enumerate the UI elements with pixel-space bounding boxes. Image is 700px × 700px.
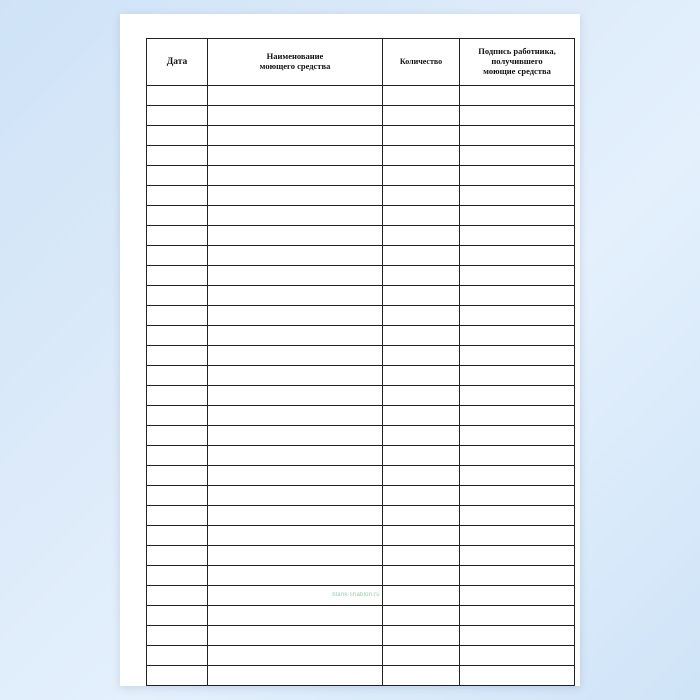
cell-quantity[interactable] xyxy=(383,346,460,366)
table-row xyxy=(147,286,575,306)
cell-quantity[interactable] xyxy=(383,426,460,446)
cell-name[interactable] xyxy=(208,586,383,606)
column-header-name-line1: Наименование xyxy=(266,51,324,62)
cell-name[interactable] xyxy=(208,446,383,466)
table-row xyxy=(147,406,575,426)
cell-signature[interactable] xyxy=(460,666,575,686)
cell-signature[interactable] xyxy=(460,486,575,506)
cell-quantity[interactable] xyxy=(383,626,460,646)
cell-signature[interactable] xyxy=(460,266,575,286)
table-row xyxy=(147,186,575,206)
column-header-signature xyxy=(460,39,575,86)
table-row xyxy=(147,266,575,286)
cell-date[interactable] xyxy=(147,506,208,526)
cell-signature[interactable] xyxy=(460,346,575,366)
cell-date[interactable] xyxy=(147,626,208,646)
cell-signature[interactable] xyxy=(460,646,575,666)
cell-signature[interactable] xyxy=(460,586,575,606)
table-row xyxy=(147,346,575,366)
cell-quantity[interactable] xyxy=(383,406,460,426)
table-row xyxy=(147,626,575,646)
cell-name[interactable] xyxy=(208,106,383,126)
table-row xyxy=(147,86,575,106)
cell-quantity[interactable] xyxy=(383,86,460,106)
cell-signature[interactable] xyxy=(460,166,575,186)
column-header-date xyxy=(147,39,208,86)
cell-quantity[interactable] xyxy=(383,446,460,466)
document-page xyxy=(120,14,580,686)
cell-quantity[interactable] xyxy=(383,266,460,286)
cell-name[interactable] xyxy=(208,466,383,486)
cell-date[interactable] xyxy=(147,226,208,246)
cell-signature[interactable] xyxy=(460,146,575,166)
column-header-quantity xyxy=(383,39,460,86)
column-header-signature-line1: Подпись работника, xyxy=(478,46,556,57)
table-row xyxy=(147,246,575,266)
cell-date[interactable] xyxy=(147,406,208,426)
cell-signature[interactable] xyxy=(460,546,575,566)
cell-date[interactable] xyxy=(147,86,208,106)
table-row xyxy=(147,226,575,246)
cell-quantity[interactable] xyxy=(383,386,460,406)
cell-signature[interactable] xyxy=(460,406,575,426)
cell-quantity[interactable] xyxy=(383,126,460,146)
cell-name[interactable] xyxy=(208,546,383,566)
cell-quantity[interactable] xyxy=(383,166,460,186)
cell-signature[interactable] xyxy=(460,446,575,466)
cell-name[interactable] xyxy=(208,426,383,446)
cell-quantity[interactable] xyxy=(383,326,460,346)
column-header-signature-line2: получившего xyxy=(491,56,543,67)
cell-quantity[interactable] xyxy=(383,526,460,546)
table-row xyxy=(147,326,575,346)
table-row xyxy=(147,386,575,406)
cell-date[interactable] xyxy=(147,546,208,566)
cell-name[interactable] xyxy=(208,326,383,346)
cell-signature[interactable] xyxy=(460,626,575,646)
table-row xyxy=(147,526,575,546)
table-row xyxy=(147,506,575,526)
column-header-name-line2: моющего средства xyxy=(259,61,331,71)
table-row xyxy=(147,646,575,666)
cell-signature[interactable] xyxy=(460,186,575,206)
table-row xyxy=(147,666,575,686)
table-row xyxy=(147,206,575,226)
cell-quantity[interactable] xyxy=(383,106,460,126)
cell-signature[interactable] xyxy=(460,366,575,386)
cell-name[interactable] xyxy=(208,286,383,306)
cell-quantity[interactable] xyxy=(383,306,460,326)
table-row xyxy=(147,146,575,166)
cell-name[interactable] xyxy=(208,306,383,326)
cell-name[interactable] xyxy=(208,506,383,526)
cell-name[interactable] xyxy=(208,186,383,206)
cell-signature[interactable] xyxy=(460,386,575,406)
cell-quantity[interactable] xyxy=(383,466,460,486)
cell-quantity[interactable] xyxy=(383,666,460,686)
cell-date[interactable] xyxy=(147,526,208,546)
cell-name[interactable] xyxy=(208,386,383,406)
cell-signature[interactable] xyxy=(460,106,575,126)
watermark-text: blank-shablon.ru xyxy=(332,592,380,598)
cell-date[interactable] xyxy=(147,166,208,186)
register-table xyxy=(146,38,575,686)
column-header-quantity-label: Количество xyxy=(399,57,443,67)
cell-date[interactable] xyxy=(147,566,208,586)
cell-name[interactable] xyxy=(208,486,383,506)
cell-name[interactable] xyxy=(208,626,383,646)
cell-date[interactable] xyxy=(147,586,208,606)
cell-signature[interactable] xyxy=(460,606,575,626)
cell-name[interactable] xyxy=(208,606,383,626)
cell-date[interactable] xyxy=(147,206,208,226)
cell-quantity[interactable] xyxy=(383,606,460,626)
table-row xyxy=(147,446,575,466)
cell-name[interactable] xyxy=(208,206,383,226)
cell-name[interactable] xyxy=(208,266,383,286)
cell-quantity[interactable] xyxy=(383,186,460,206)
cell-signature[interactable] xyxy=(460,526,575,546)
table-row xyxy=(147,426,575,446)
table-body xyxy=(147,86,575,686)
cell-signature[interactable] xyxy=(460,126,575,146)
table-row xyxy=(147,366,575,386)
table-row xyxy=(147,606,575,626)
cell-signature[interactable] xyxy=(460,566,575,586)
cell-quantity[interactable] xyxy=(383,366,460,386)
cell-signature[interactable] xyxy=(460,246,575,266)
cell-signature[interactable] xyxy=(460,306,575,326)
cell-date[interactable] xyxy=(147,606,208,626)
cell-quantity[interactable] xyxy=(383,286,460,306)
column-header-signature-line3: моющие средства xyxy=(483,65,551,76)
cell-date[interactable] xyxy=(147,666,208,686)
cell-quantity[interactable] xyxy=(383,146,460,166)
cell-date[interactable] xyxy=(147,446,208,466)
table-row xyxy=(147,126,575,146)
cell-signature[interactable] xyxy=(460,426,575,446)
cell-name[interactable] xyxy=(208,566,383,586)
column-header-name xyxy=(208,39,383,86)
cell-date[interactable] xyxy=(147,186,208,206)
cell-date[interactable] xyxy=(147,466,208,486)
cell-quantity[interactable] xyxy=(383,486,460,506)
cell-quantity[interactable] xyxy=(383,546,460,566)
table-row xyxy=(147,546,575,566)
table-row xyxy=(147,586,575,606)
table-row xyxy=(147,486,575,506)
cell-name[interactable] xyxy=(208,86,383,106)
table-row xyxy=(147,106,575,126)
cell-date[interactable] xyxy=(147,346,208,366)
cell-quantity[interactable] xyxy=(383,586,460,606)
cell-date[interactable] xyxy=(147,486,208,506)
cell-signature[interactable] xyxy=(460,206,575,226)
cell-date[interactable] xyxy=(147,326,208,346)
cell-date[interactable] xyxy=(147,266,208,286)
cell-date[interactable] xyxy=(147,126,208,146)
cell-signature[interactable] xyxy=(460,326,575,346)
cell-name[interactable] xyxy=(208,166,383,186)
header-row xyxy=(147,39,575,86)
cell-date[interactable] xyxy=(147,426,208,446)
cell-date[interactable] xyxy=(147,286,208,306)
cell-signature[interactable] xyxy=(460,506,575,526)
cell-quantity[interactable] xyxy=(383,206,460,226)
cell-name[interactable] xyxy=(208,126,383,146)
cell-name[interactable] xyxy=(208,226,383,246)
table-row xyxy=(147,566,575,586)
table-header xyxy=(147,39,575,86)
cell-name[interactable] xyxy=(208,526,383,546)
cell-quantity[interactable] xyxy=(383,646,460,666)
cell-date[interactable] xyxy=(147,386,208,406)
cell-name[interactable] xyxy=(208,646,383,666)
cell-quantity[interactable] xyxy=(383,566,460,586)
cell-date[interactable] xyxy=(147,246,208,266)
column-header-date-label: Дата xyxy=(166,56,188,67)
cell-date[interactable] xyxy=(147,366,208,386)
cell-name[interactable] xyxy=(208,246,383,266)
cell-signature[interactable] xyxy=(460,466,575,486)
cell-signature[interactable] xyxy=(460,286,575,306)
table-row xyxy=(147,306,575,326)
cell-name[interactable] xyxy=(208,146,383,166)
cell-date[interactable] xyxy=(147,646,208,666)
register-table-container xyxy=(146,38,554,686)
table-row xyxy=(147,166,575,186)
cell-name[interactable] xyxy=(208,366,383,386)
cell-name[interactable] xyxy=(208,406,383,426)
cell-date[interactable] xyxy=(147,306,208,326)
cell-quantity[interactable] xyxy=(383,226,460,246)
cell-name[interactable] xyxy=(208,666,383,686)
cell-signature[interactable] xyxy=(460,226,575,246)
cell-quantity[interactable] xyxy=(383,506,460,526)
cell-signature[interactable] xyxy=(460,86,575,106)
table-row xyxy=(147,466,575,486)
cell-date[interactable] xyxy=(147,146,208,166)
cell-name[interactable] xyxy=(208,346,383,366)
cell-quantity[interactable] xyxy=(383,246,460,266)
cell-date[interactable] xyxy=(147,106,208,126)
